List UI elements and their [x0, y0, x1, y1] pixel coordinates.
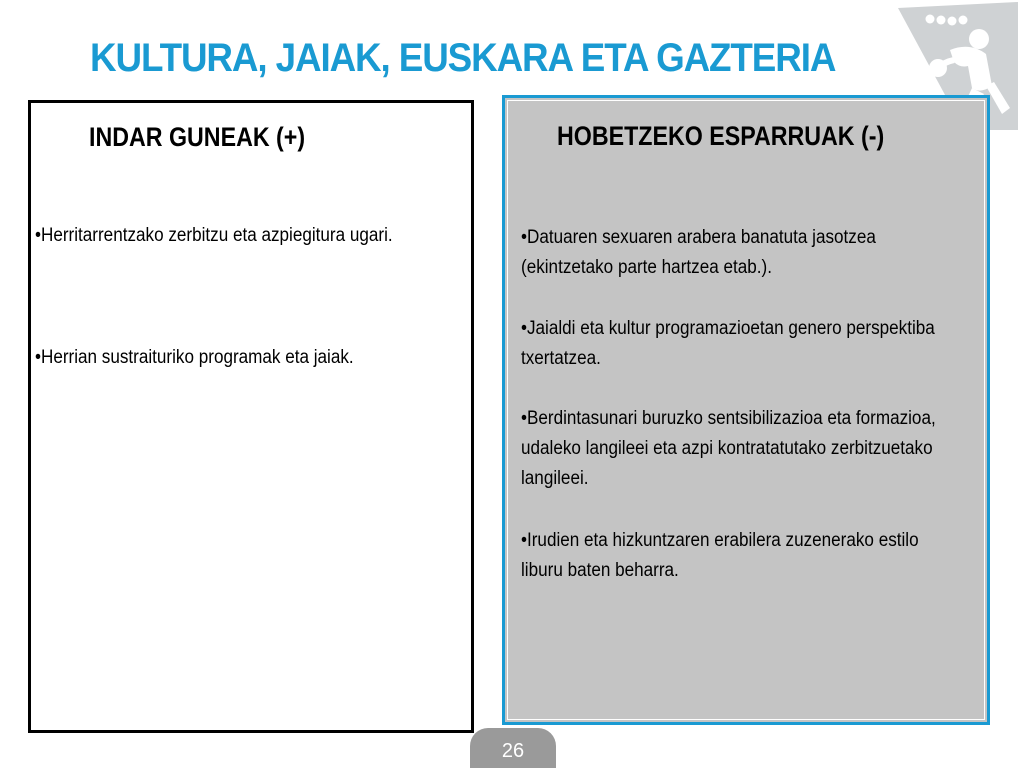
improvement-item: •Datuaren sexuaren arabera banatuta jasotzea (ekintzetako parte hartzea etab.). [521, 227, 876, 278]
page-number-tab [470, 728, 556, 768]
improvement-item: •Irudien eta hizkuntzaren erabilera zuzenerako estilo liburu baten beharra. [521, 530, 919, 581]
improvement-item: •Berdintasunari buruzko sentsibilizazioa eta formazioa, udaleko langileei eta azpi kontratatutako zerbitzuetako langileei. [521, 408, 936, 489]
slide-title: KULTURA, JAIAK, EUSKARA ETA GAZTERIA [90, 36, 836, 80]
page-number: 26 [501, 740, 525, 762]
strengths-heading: INDAR GUNEAK (+) [89, 122, 306, 152]
strength-item: •Herritarrentzako zerbitzu eta azpiegitura ugari. [35, 225, 393, 246]
improvements-panel [502, 95, 990, 725]
improvements-heading: HOBETZEKO ESPARRUAK (-) [557, 121, 885, 151]
strengths-panel [28, 100, 474, 733]
improvement-item: •Jaialdi eta kultur programazioetan genero perspektiba txertatzea. [521, 318, 935, 369]
strength-item: •Herrian sustraituriko programak eta jaiak. [35, 347, 354, 368]
